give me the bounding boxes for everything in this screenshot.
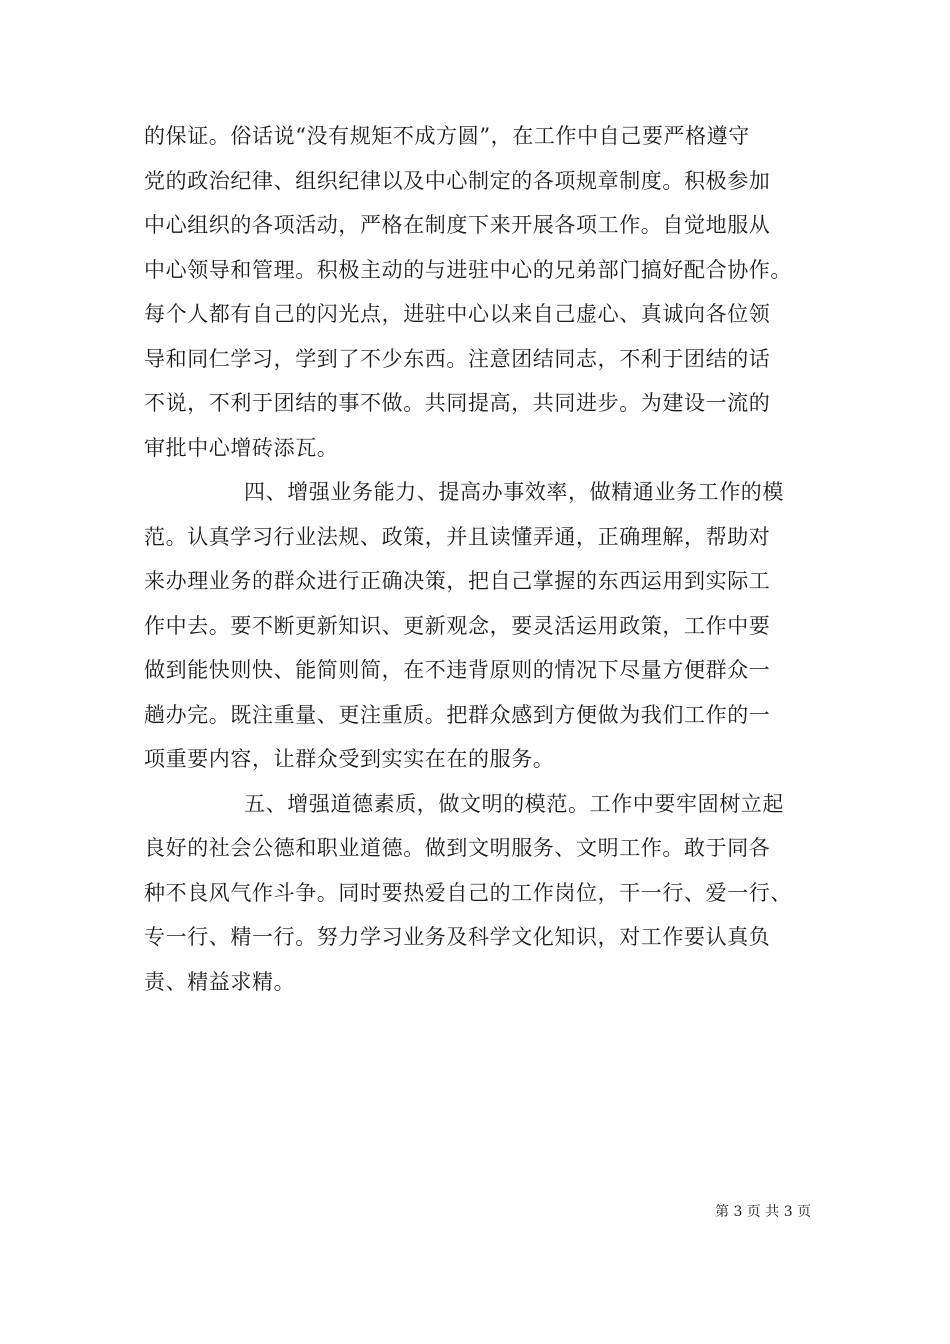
text-line: 做到能快则快、能简则简，在不违背原则的情况下尽量方便群众一 (144, 658, 771, 682)
section-heading-line: 四、增强业务能力、提高办事效率，做精通业务工作的模 (244, 480, 784, 504)
text-line: 专一行、精一行。努力学习业务及科学文化知识，对工作要认真负 (144, 925, 771, 949)
text-line: 良好的社会公德和职业道德。做到文明服务、文明工作。敢于同各 (144, 836, 771, 860)
document-body (144, 114, 809, 1004)
text-line: 来办理业务的群众进行正确决策，把自己掌握的东西运用到实际工 (144, 569, 771, 593)
text-line: 不说，不利于团结的事不做。共同提高，共同进步。为建设一流的 (144, 391, 771, 415)
text-line: 趟办完。既注重量、更注重质。把群众感到方便做为我们工作的一 (144, 702, 771, 727)
text-line: 党的政治纪律、组织纪律以及中心制定的各项规章制度。积极参加 (144, 168, 771, 193)
page-number-footer: 第 3 页 共 3 页 (715, 1204, 812, 1220)
text-line: 作中去。要不断更新知识、更新观念，要灵活运用政策，工作中要 (144, 613, 771, 638)
text-line: 中心领导和管理。积极主动的与进驻中心的兄弟部门搞好配合协作。 (144, 257, 792, 282)
text-line: 导和同仁学习，学到了不少东西。注意团结同志，不利于团结的话 (144, 346, 771, 371)
text-line: 范。认真学习行业法规、政策，并且读懂弄通，正确理解，帮助对 (144, 524, 771, 549)
text-line: 种不良风气作斗争。同时要热爱自己的工作岗位，干一行、爱一行、 (144, 880, 792, 905)
text-line: 中心组织的各项活动，严格在制度下来开展各项工作。自觉地服从 (144, 213, 771, 237)
text-line: 的保证。俗话说“没有规矩不成方圆”，在工作中自己要严格遵守 (144, 124, 750, 148)
section-heading-line: 五、增强道德素质，做文明的模范。工作中要牢固树立起 (244, 791, 784, 816)
text-line: 项重要内容，让群众受到实实在在的服务。 (144, 747, 555, 771)
text-line: 每个人都有自己的闪光点，进驻中心以来自己虚心、真诚向各位领 (144, 302, 771, 326)
text-line: 审批中心增砖添瓦。 (144, 435, 339, 460)
text-line: 责、精益求精。 (144, 969, 296, 994)
